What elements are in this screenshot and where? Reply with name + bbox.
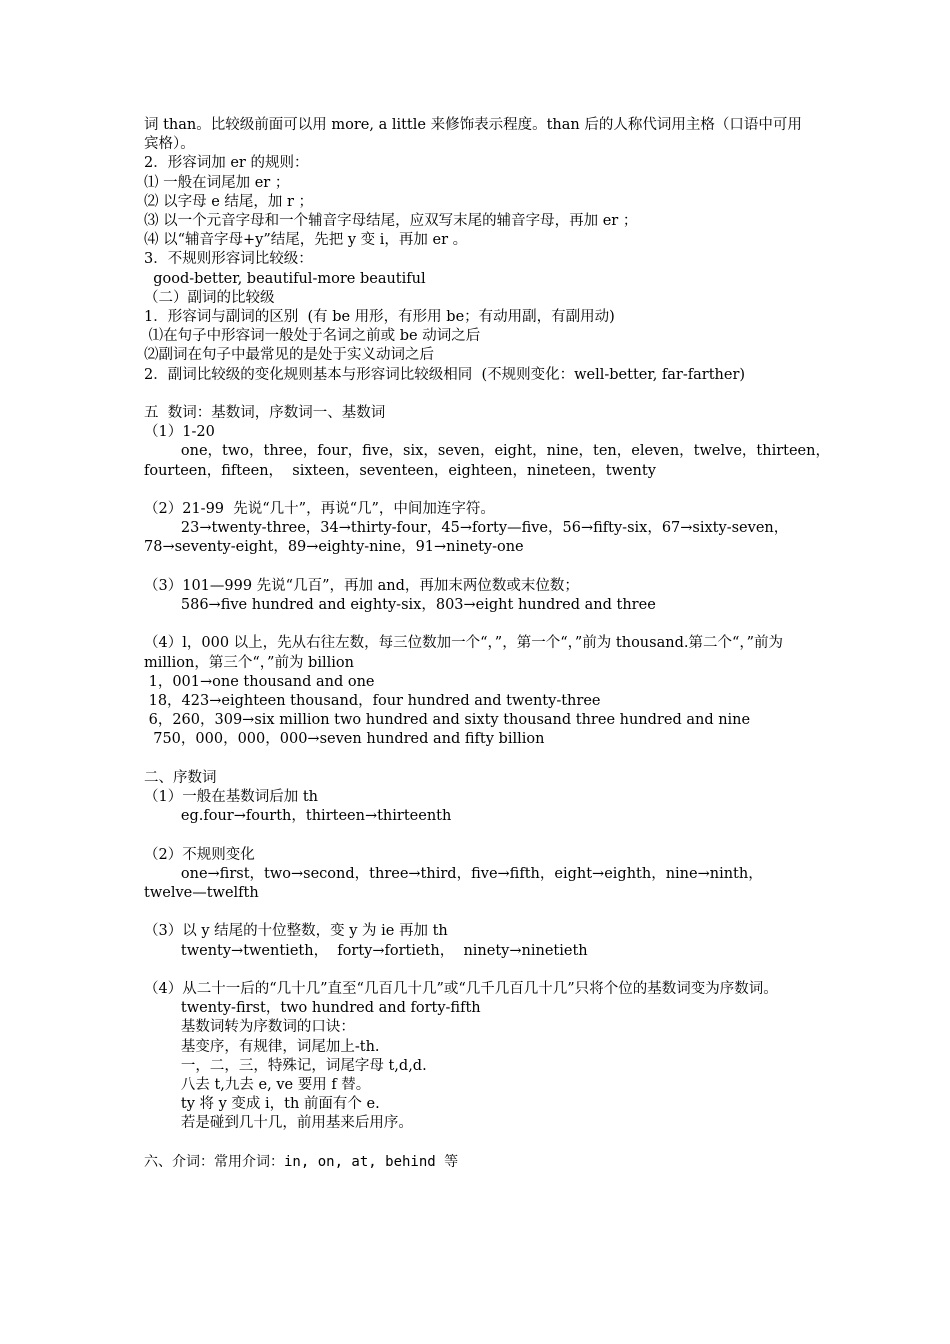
paragraph-spacer xyxy=(144,481,814,500)
text-line: ty 将 y 变成 i，th 前面有个 e. xyxy=(144,1096,380,1113)
text-line: good-better, beautiful-more beautiful xyxy=(144,270,426,287)
text-line: （3）101—999 先说“几百”，再加 and，再加末两位数或末位数； xyxy=(144,577,579,594)
text-line: ⑵副词在句子中最常见的是处于实义动词之后 xyxy=(144,347,434,364)
text-line: 二、序数词 xyxy=(144,769,217,786)
text-line: 3．不规则形容词比较级： xyxy=(144,251,313,268)
text-line: 78→seventy-eight，89→eighty-nine，91→ninety-one xyxy=(144,539,524,556)
text-line: （2）不规则变化 xyxy=(144,846,255,863)
text-line: 18，423→eighteen thousand，four hundred and twenty-three xyxy=(144,693,601,710)
text-line: 一，二，三，特殊记，词尾字母 t,d,d. xyxy=(144,1057,427,1074)
paragraph-spacer xyxy=(144,1134,814,1153)
text-line: （二）副词的比较级 xyxy=(144,289,275,306)
text-line: 若是碰到几十几，前用基来后用序。 xyxy=(144,1115,413,1132)
text-line: 五 数词：基数词，序数词一、基数词 xyxy=(144,405,386,422)
text-line: 23→twenty-three，34→thirty-four，45→forty—five，56→fifty-six，67→sixty-seven， xyxy=(144,520,789,537)
paragraph-spacer xyxy=(144,615,814,634)
text-line: （1）1-20 xyxy=(144,424,215,441)
text-line: one，two，three，four，five，six，seven，eight，nine，ten，eleven，twelve，thirteen， xyxy=(144,443,830,460)
text-line: 2．副词比较级的变化规则基本与形容词比较级相同 (不规则变化：well-better, far-farther) xyxy=(144,366,746,383)
text-line: twenty→twentieth， forty→fortieth， ninety→ninetieth xyxy=(144,942,588,959)
text-line: 六、介词：常用介词：in, on, at, behind 等 xyxy=(144,1153,459,1170)
text-line: 586→five hundred and eighty-six，803→eight hundred and three xyxy=(144,597,656,614)
paragraph-spacer xyxy=(144,385,814,404)
text-line: ⑶ 以一个元音字母和一个辅音字母结尾，应双写末尾的辅音字母，再加 er ； xyxy=(144,213,638,230)
text-line: eg.four→fourth，thirteen→thirteenth xyxy=(144,808,452,825)
text-line: 1．形容词与副词的区别 (有 be 用形，有形用 be；有动用副，有副用动) xyxy=(144,309,615,326)
text-line: （4）从二十一后的“几十几”直至“几百几十几”或“几千几百几十几”只将个位的基数词变为序数词。 xyxy=(144,981,778,998)
paragraph-spacer xyxy=(144,750,814,769)
text-line: fourteen，fifteen， sixteen，seventeen，eighteen，nineteen，twenty xyxy=(144,462,656,479)
paragraph-spacer xyxy=(144,558,814,577)
text-line: ⑴ 一般在词尾加 er ； xyxy=(144,174,290,191)
text-line: ⑷ 以“辅音字母+y”结尾，先把 y 变 i，再加 er 。 xyxy=(144,232,468,249)
text-line: （2）21-99 先说“几十”，再说“几”，中间加连字符。 xyxy=(144,501,495,518)
text-line: 基数词转为序数词的口诀： xyxy=(144,1019,355,1036)
text-line: twelve—twelfth xyxy=(144,885,259,902)
text-line: （4）l，000 以上，先从右往左数，每三位数加一个“，”，第一个“，”前为 thousand.第二个“，”前为 million，第三个“，”前为 billion xyxy=(144,635,784,671)
text-line: 八去 t,九去 e, ve 要用 f 替。 xyxy=(144,1077,371,1094)
document-body xyxy=(144,116,830,1172)
text-line: 2．形容词加 er 的规则： xyxy=(144,155,309,172)
text-line: 750，000，000，000→seven hundred and fifty billion xyxy=(144,731,545,748)
text-line: （1）一般在基数词后加 th xyxy=(144,789,318,806)
text-line: 基变序，有规律，词尾加上-th. xyxy=(144,1038,380,1055)
text-line: ⑴在句子中形容词一般处于名词之前或 be 动词之后 xyxy=(144,328,481,345)
text-line: twenty-first，two hundred and forty-fifth xyxy=(144,1000,481,1017)
paragraph-spacer xyxy=(144,903,814,922)
text-line: 1，001→one thousand and one xyxy=(144,673,375,690)
text-line: 6，260，309→six million two hundred and sixty thousand three hundred and nine xyxy=(144,712,751,729)
text-line: （3）以 y 结尾的十位整数，变 y 为 ie 再加 th xyxy=(144,923,448,940)
paragraph-spacer xyxy=(144,961,814,980)
text-line: 词 than。比较级前面可以用 more, a little 来修饰表示程度。than 后的人称代词用主格（口语中可用宾格）。 xyxy=(144,117,802,153)
paragraph-spacer xyxy=(144,826,814,845)
text-line: ⑵ 以字母 e 结尾，加 r ； xyxy=(144,193,314,210)
text-line: one→first，two→second，three→third，five→fifth，eight→eighth，nine→ninth， xyxy=(144,865,763,882)
